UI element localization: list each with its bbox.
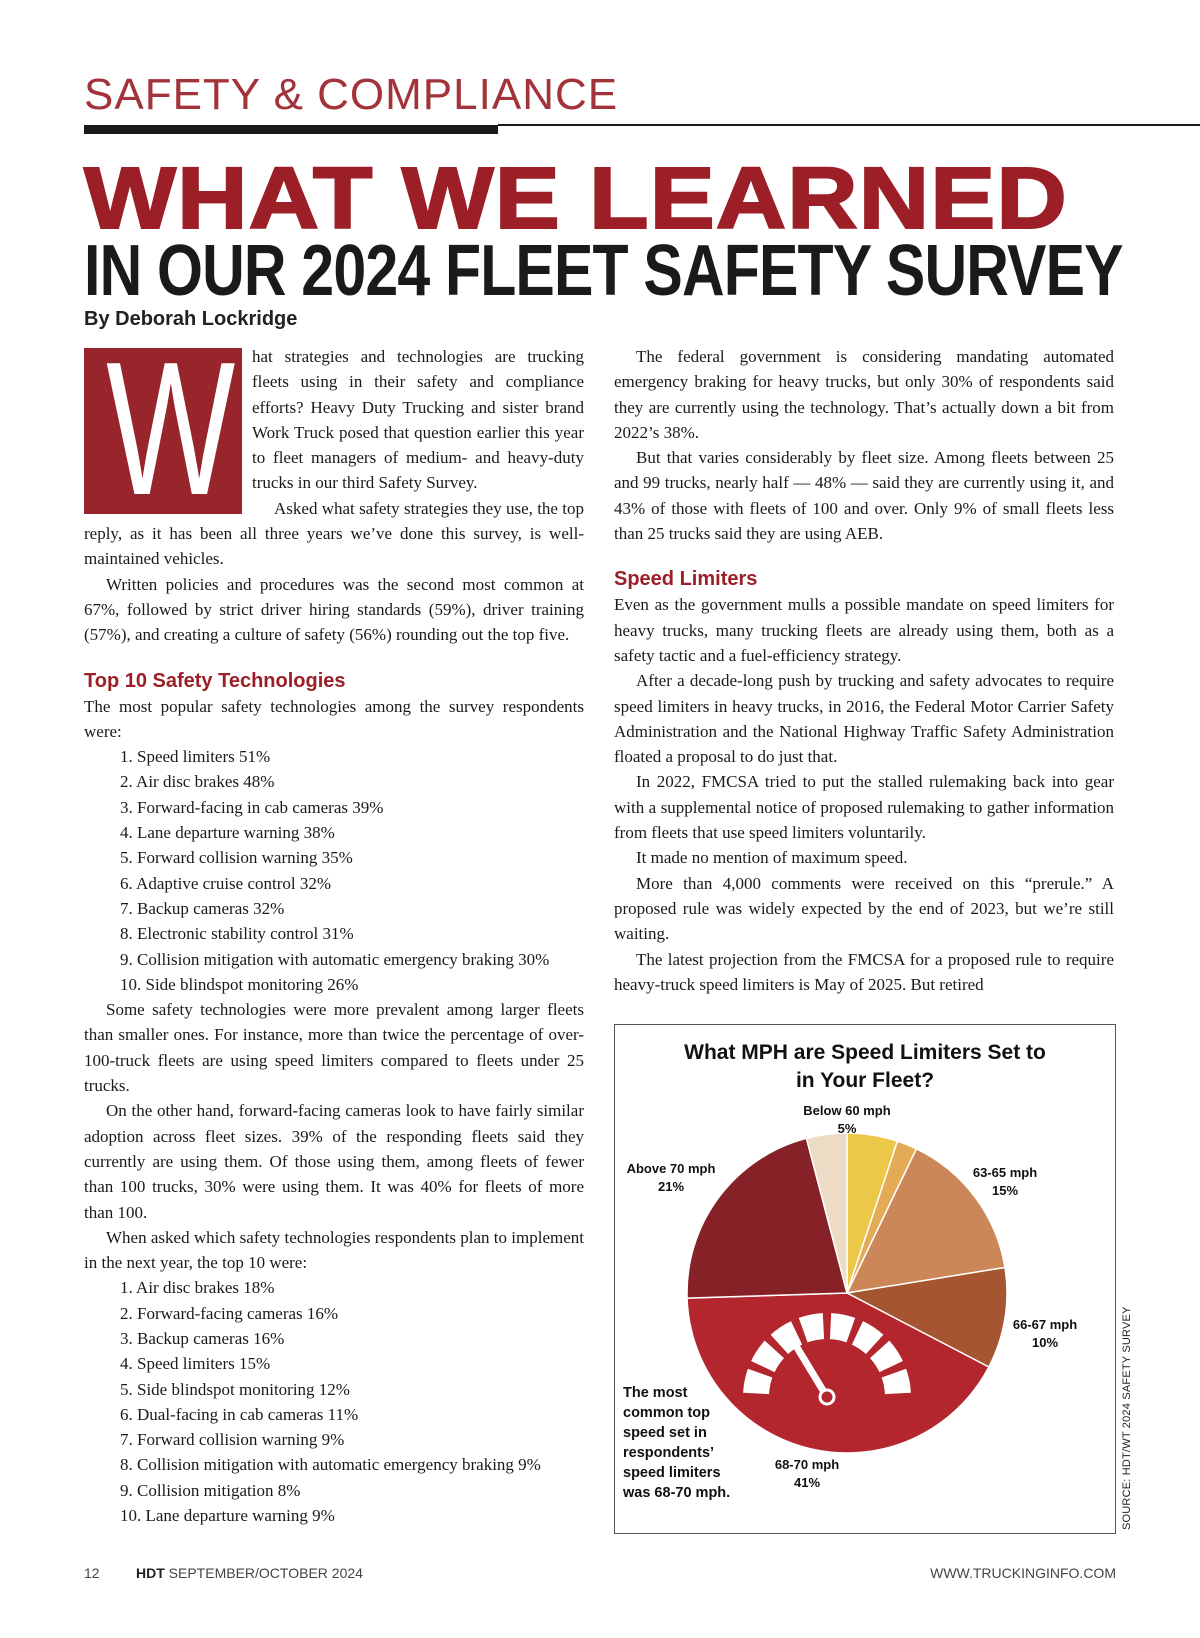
page-number: 12: [84, 1565, 100, 1581]
list-item: 6. Adaptive cruise control 32%: [120, 873, 332, 893]
list-item: 4. Speed limiters 15%: [120, 1354, 271, 1374]
body-paragraph: In 2022, FMCSA tried to put the stalled rulemaking back into gear with a supplemental notice of proposed rulemaking to gather information from fleets that use speed limiters voluntarily.: [614, 772, 1114, 843]
left-column: [84, 344, 584, 1528]
slice-value: 41%: [793, 1475, 821, 1490]
list-item: 4. Lane departure warning 38%: [120, 823, 335, 843]
planned-tech-list: [84, 1275, 584, 1528]
list-item: 5. Side blindspot monitoring 12%: [120, 1379, 350, 1399]
byline: By Deborah Lockridge: [84, 308, 298, 330]
slice-label: 66-67 mph: [1012, 1317, 1078, 1332]
chart-title: What MPH are Speed Limiters Set to: [684, 1041, 1046, 1064]
magazine-brand: HDT: [136, 1565, 165, 1581]
section-rule-thin: [498, 124, 1200, 126]
chart-annotation: The most: [623, 1385, 688, 1401]
current-tech-list: [84, 744, 584, 997]
intro-paragraph: hat strategies and technologies are trucking fleets using in their safety and compliance efforts? Heavy Duty Trucking and sister brand Work Truck posed that question earlier this year to fleet managers of medium- and heavy-duty trucks in our third Safety Survey.: [252, 347, 584, 493]
list-item: 2. Forward-facing cameras 16%: [120, 1303, 339, 1323]
issue-date: SEPTEMBER/OCTOBER 2024: [168, 1565, 363, 1581]
body-paragraph: More than 4,000 comments were received on this “prerule.” A proposed rule was widely expected by the end of 2023, but we’re still waiting.: [614, 873, 1114, 944]
list-item: 7. Backup cameras 32%: [120, 898, 285, 918]
list-item: 6. Dual-facing in cab cameras 11%: [120, 1404, 359, 1424]
chart-annotation: common top: [623, 1405, 710, 1421]
slice-label: Below 60 mph: [803, 1103, 891, 1118]
slice-value: 15%: [991, 1183, 1019, 1198]
chart-title: in Your Fleet?: [795, 1069, 935, 1092]
website-url: WWW.TRUCKINGINFO.COM: [930, 1565, 1116, 1581]
chart-source: SOURCE: HDT/WT 2024 SAFETY SURVEY: [1121, 1306, 1133, 1530]
body-paragraph: The latest projection from the FMCSA for a proposed rule to require heavy-truck speed limiters is May of 2025. But retired: [614, 949, 1114, 994]
list-item: 10. Lane departure warning 9%: [120, 1506, 335, 1526]
gauge-hub-icon: [820, 1390, 834, 1404]
section-title: SAFETY & COMPLIANCE: [84, 70, 619, 119]
body-paragraph: When asked which safety technologies respondents plan to implement in the next year, the top 10 were:: [84, 1227, 584, 1273]
list-item: 7. Forward collision warning 9%: [120, 1430, 345, 1450]
chart-annotation: respondents’: [623, 1445, 715, 1461]
subhead-top-10: Top 10 Safety Technologies: [84, 669, 346, 692]
speed-limiter-chart: [614, 1024, 1116, 1534]
slice-value: 21%: [657, 1179, 685, 1194]
body-paragraph: The federal government is considering mandating automated emergency braking for heavy trucks, but only 30% of respondents said they are currently using the technology. That’s actually down a bit from 2022’s 38%.: [614, 347, 1114, 442]
list-item: 9. Collision mitigation 8%: [120, 1480, 301, 1500]
body-paragraph: Asked what safety strategies they use, the top reply, as it has been all three years we’ve done this survey, is well-maintained vehicles.: [84, 498, 584, 569]
slice-label: 63-65 mph: [972, 1165, 1038, 1180]
list-item: 5. Forward collision warning 35%: [120, 848, 353, 868]
pie-chart-svg: [615, 1025, 1115, 1533]
chart-annotation: speed limiters: [623, 1465, 721, 1481]
slice-value: 10%: [1031, 1335, 1059, 1350]
section-rule-thick: [84, 125, 498, 134]
list-item: 3. Backup cameras 16%: [120, 1328, 285, 1348]
subhead-speed-limiters: Speed Limiters: [614, 568, 758, 591]
body-paragraph: On the other hand, forward-facing cameras look to have fairly similar adoption across fleet sizes. 39% of the responding fleets said they currently are using them. Of those using them, among fleets of fewer than 100 trucks, 30% were using them. It was 40% for fleets of more than 100.: [84, 1101, 584, 1222]
body-paragraph: After a decade-long push by trucking and safety advocates to require speed limiters in heavy trucks, in 2016, the Federal Motor Carrier Safety Administration and the National Highway Traffic Safety Administration floated a proposal to do just that.: [614, 671, 1114, 767]
body-paragraph: It made no mention of maximum speed.: [636, 848, 908, 868]
slice-value: 5%: [837, 1121, 857, 1136]
drop-cap: [84, 348, 242, 514]
body-paragraph: Some safety technologies were more prevalent among larger fleets than smaller ones. For instance, more than twice the percentage of over-100-truck fleets are using speed limiters compared to fleets under 25 trucks.: [84, 1000, 584, 1096]
chart-annotation: speed set in: [623, 1425, 707, 1441]
list-item: 8. Electronic stability control 31%: [120, 924, 354, 944]
list-item: 3. Forward-facing in cab cameras 39%: [120, 797, 384, 817]
body-paragraph: But that varies considerably by fleet size. Among fleets between 25 and 99 trucks, nearly half — 48% — said they are currently using it, and 43% of those with fleets of 100 and over. Only 9% of small fleets less than 25 trucks said they are using AEB.: [614, 448, 1114, 544]
list-item: 10. Side blindspot monitoring 26%: [120, 974, 359, 994]
chart-annotation: was 68-70 mph.: [623, 1485, 731, 1501]
drop-cap-letter: W: [106, 348, 236, 514]
magazine-issue: [136, 1565, 363, 1581]
body-paragraph: Even as the government mulls a possible mandate on speed limiters for heavy trucks, many trucking fleets are already using them, both as a safety tactic and a fuel-efficiency strategy.: [614, 595, 1114, 665]
slice-label: 68-70 mph: [774, 1457, 840, 1472]
list-item: 8. Collision mitigation with automatic emergency braking 9%: [120, 1455, 541, 1475]
headline-line-2: IN OUR 2024 FLEET SAFETY SURVEY: [84, 231, 1123, 311]
list-item: 2. Air disc brakes 48%: [120, 772, 275, 792]
headline-line-1: WHAT WE LEARNED: [84, 150, 1068, 247]
slice-label: Above 70 mph: [626, 1161, 716, 1176]
list-item: 1. Speed limiters 51%: [120, 747, 271, 767]
body-paragraph: Written policies and procedures was the second most common at 67%, followed by strict driver hiring standards (59%), driver training (57%), and creating a culture of safety (56%) rounding out the top five.: [84, 574, 584, 645]
right-column: [614, 344, 1114, 997]
list-item: 1. Air disc brakes 18%: [120, 1278, 275, 1298]
body-paragraph: The most popular safety technologies among the survey respondents were:: [84, 696, 584, 741]
list-item: 9. Collision mitigation with automatic emergency braking 30%: [120, 949, 550, 969]
